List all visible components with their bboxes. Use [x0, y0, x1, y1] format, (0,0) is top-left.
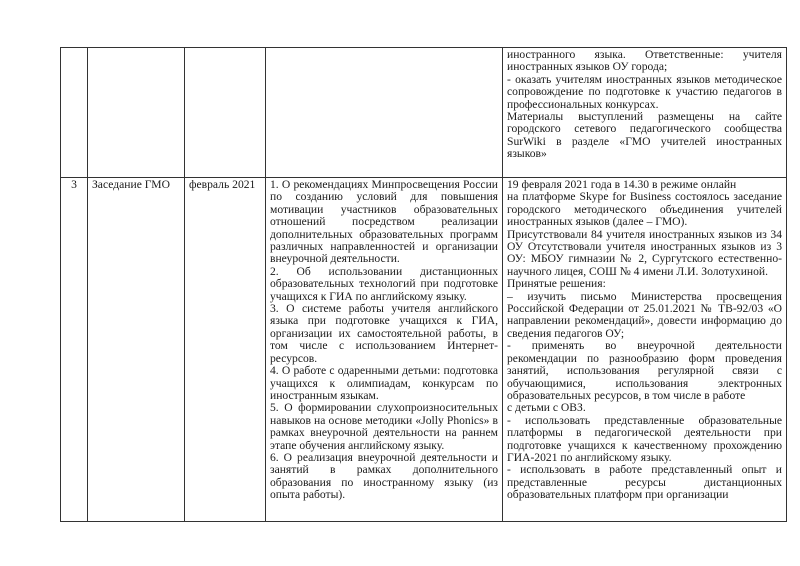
agenda-cell — [266, 48, 503, 178]
results-paragraph: - оказать учителям иностранных языков методическое сопровождение по подготовке к участию педагогов в профессиональных конкурсах. — [507, 72, 782, 111]
results-cell — [503, 48, 787, 178]
results-paragraph: иностранного языка. Ответственные: учителя иностранных языков ОУ города; — [507, 48, 782, 74]
table-row — [61, 48, 787, 178]
agenda-item: 6. О реализация внеурочной деятельности и занятий в рамках дополнительного образования по иностранному языку (из опыта работы). — [270, 450, 498, 502]
results-paragraph: Присутствовали 84 учителя иностранных языков из 34 ОУ Отсутствовали учителя иностранных языков из 3 ОУ: МБОУ гимназии № 2, Сургутского естественно-научного лицея, СОШ № 4 имени Л.И. Золотухиной. — [507, 227, 782, 278]
agenda-item: 3. О системе работы учителя английского языка при подготовке учащихся к ГИА, организации их самостоятельной работы, в том числе с использованием Интернет-ресурсов. — [270, 302, 498, 365]
results-paragraph: Материалы выступлений размещены на сайте городского сетевого педагогического сообщества SurWiki в разделе «ГМО учителей иностранных языков» — [507, 110, 782, 161]
table-row — [61, 178, 787, 522]
agenda-cell — [266, 178, 503, 522]
agenda-item: 4. О работе с одаренными детьми: подготовка учащихся к олимпиадам, конкурсам по иностранным языкам. — [270, 364, 498, 402]
date-cell: февраль 2021 — [185, 178, 266, 522]
row-number-cell: 3 — [61, 178, 88, 522]
results-paragraph: - применять во внеурочной деятельности рекомендации по разнообразию форм проведения занятий, использования регулярной связи с обучающимися, использования электронных образовательных ресурсов, в том числе в работе — [507, 339, 782, 402]
results-paragraph: Принятые решения: — [507, 277, 606, 291]
agenda-item: 1. О рекомендациях Минпросвещения России по созданию условий для повышения мотивации участников образовательных отношений посредством реализации дополнительных образовательных программ различных направленностей и организации внеурочной деятельности. — [270, 178, 498, 266]
results-cell — [503, 178, 787, 522]
results-paragraph: на платформе Skype for Business состоялось заседание городского методического объединения учителей иностранных языков (далее – ГМО). — [507, 190, 782, 229]
results-paragraph: - использовать представленные образовательные платформы в педагогической деятельности при подготовке учащихся к качественному прохождению ГИА-2021 по английскому языку. — [507, 413, 782, 464]
date-cell — [185, 48, 266, 178]
row-number-cell — [61, 48, 88, 178]
results-paragraph: – изучить письмо Министерства просвещения Российской Федерации от 25.01.2021 № ТВ-92/03 «О направлении рекомендаций», довести информацию до сведения педагогов ОУ; — [507, 289, 782, 340]
event-cell: Заседание ГМО — [88, 178, 185, 522]
results-paragraph: 19 февраля 2021 года в 14.30 в режиме онлайн — [507, 178, 737, 191]
results-paragraph: с детьми с ОВЗ. — [507, 401, 586, 415]
meetings-table — [60, 47, 787, 522]
agenda-item: 5. О формировании слухопроизносительных навыков на основе методики «Jolly Phonics» в рамках внеурочной деятельности на раннем этапе обучения английскому языку. — [270, 401, 498, 452]
results-paragraph: - использовать в работе представленный опыт и представленные ресурсы дистанционных образовательных платформ при организации — [507, 463, 782, 502]
agenda-item: 2. Об использовании дистанционных образовательных технологий при подготовке учащихся к ГИА по английскому языку. — [270, 264, 498, 303]
event-cell — [88, 48, 185, 178]
